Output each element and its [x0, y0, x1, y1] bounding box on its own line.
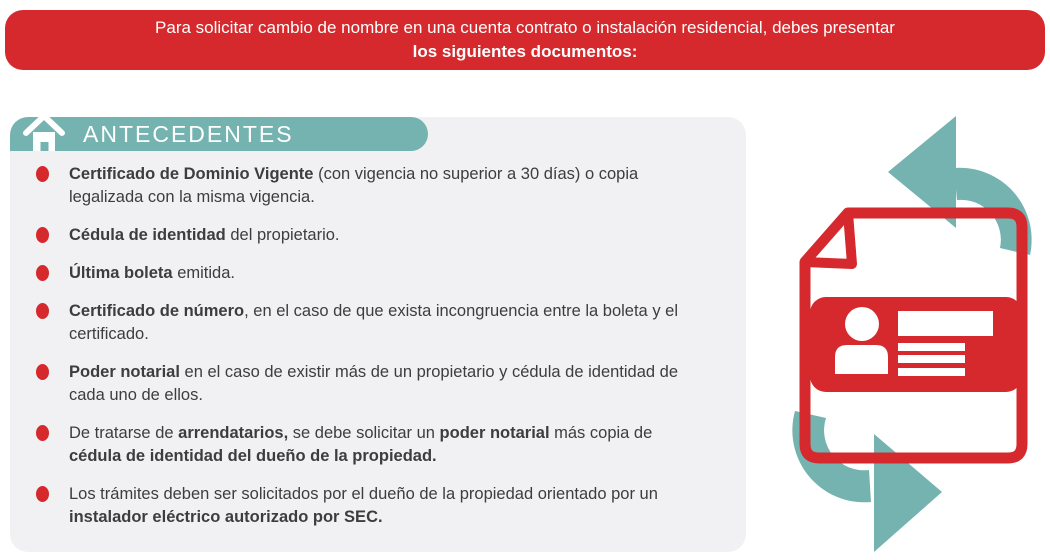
bullet-dot	[36, 265, 49, 281]
bullet-dot	[36, 364, 49, 380]
bullet-dot	[36, 166, 49, 182]
list-item	[36, 422, 726, 468]
bullet-dot	[36, 486, 49, 502]
document-sync-illustration	[770, 100, 1050, 560]
id-card	[810, 297, 1022, 392]
house-icon	[21, 111, 67, 157]
section-header	[10, 117, 428, 151]
bullet-text: De tratarse de arrendatarios, se debe solicitar un poder notarial más copia de cédula de identidad del dueño de la propiedad.	[69, 424, 653, 465]
bullet-text: Certificado de número, en el caso de que exista incongruencia entre la boleta y el certificado.	[69, 302, 678, 343]
intro-banner	[5, 10, 1045, 70]
bullet-list	[36, 163, 726, 544]
list-item	[36, 361, 726, 407]
banner-line-2: los siguientes documentos:	[412, 42, 638, 61]
folded-corner	[805, 213, 852, 264]
bullet-dot	[36, 303, 49, 319]
bullet-text: Poder notarial en el caso de existir más de un propietario y cédula de identidad de cada uno de ellos.	[69, 363, 679, 404]
bullet-text: Los trámites deben ser solicitados por el dueño de la propiedad orientado por un instalador eléctrico autorizado por SEC.	[69, 485, 658, 526]
list-item	[36, 483, 726, 529]
bullet-text: Última boleta emitida.	[69, 264, 235, 282]
list-item	[36, 262, 726, 285]
banner-line-1: Para solicitar cambio de nombre en una cuenta contrato o instalación residencial, debes presentar	[155, 18, 895, 37]
bullet-text: Certificado de Dominio Vigente (con vigencia no superior a 30 días) o copia legalizada con la misma vigencia.	[69, 165, 639, 206]
list-item	[36, 224, 726, 247]
bullet-dot	[36, 227, 49, 243]
bullet-text: Cédula de identidad del propietario.	[69, 226, 340, 244]
list-item	[36, 163, 726, 209]
list-item	[36, 300, 726, 346]
section-title: ANTECEDENTES	[83, 120, 294, 147]
bullet-dot	[36, 425, 49, 441]
